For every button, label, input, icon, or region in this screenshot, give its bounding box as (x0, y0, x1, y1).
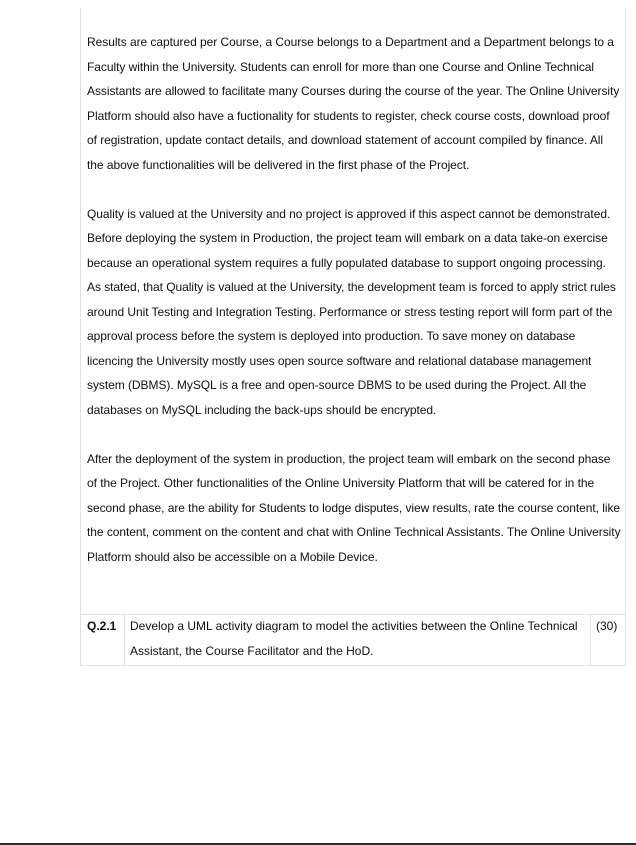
paragraph-phase-two: After the deployment of the system in production, the project team will embark on the second phase of the Project. Other functionalities of the Online University Platform that will be catered for in the second phase, are the ability for Students to lodge disputes, view results, rate the course content, like the content, comment on the content and chat with Online Technical Assistants. The Online University Platform should also be accessible on a Mobile Device. (87, 451, 621, 564)
question-marks: (30) (596, 619, 618, 633)
question-text: Develop a UML activity diagram to model the activities between the Online Technical Assistant, the Course Facilitator and the HoD. (130, 619, 578, 658)
question-column-divider (124, 614, 125, 666)
paragraph-quality: Quality is valued at the University and no project is approved if this aspect cannot be demonstrated. Before deploying the system in Production, the project team will embark on a data take-on exercise because an operational system requires a fully populated database to support ongoing processing. As stated, that Quality is valued at the University, the development team is forced to apply strict rules around Unit Testing and Integration Testing. Performance or stress testing report will form part of the approval process before the system is deployed into production. To save money on database licencing the University mostly uses open source software and relational database management system (DBMS). MySQL is a free and open-source DBMS to be used during the Project. All the databases on MySQL including the back-ups should be encrypted. (87, 206, 616, 417)
document-body (87, 30, 622, 594)
question-number: Q.2.1 (87, 619, 117, 633)
marks-column-divider (590, 614, 591, 666)
paragraph-phase-one: Results are captured per Course, a Course belongs to a Department and a Department belongs to a Faculty within the University. Students can enroll for more than one Course and Online Technical Assistants are allowed to facilitate many Courses during the course of the year. The Online University Platform should also have a fuctionality for students to register, check course costs, download proof of registration, update contact details, and download statement of account compiled by finance. All the above functionalities will be delivered in the first phase of the Project. (87, 35, 620, 172)
